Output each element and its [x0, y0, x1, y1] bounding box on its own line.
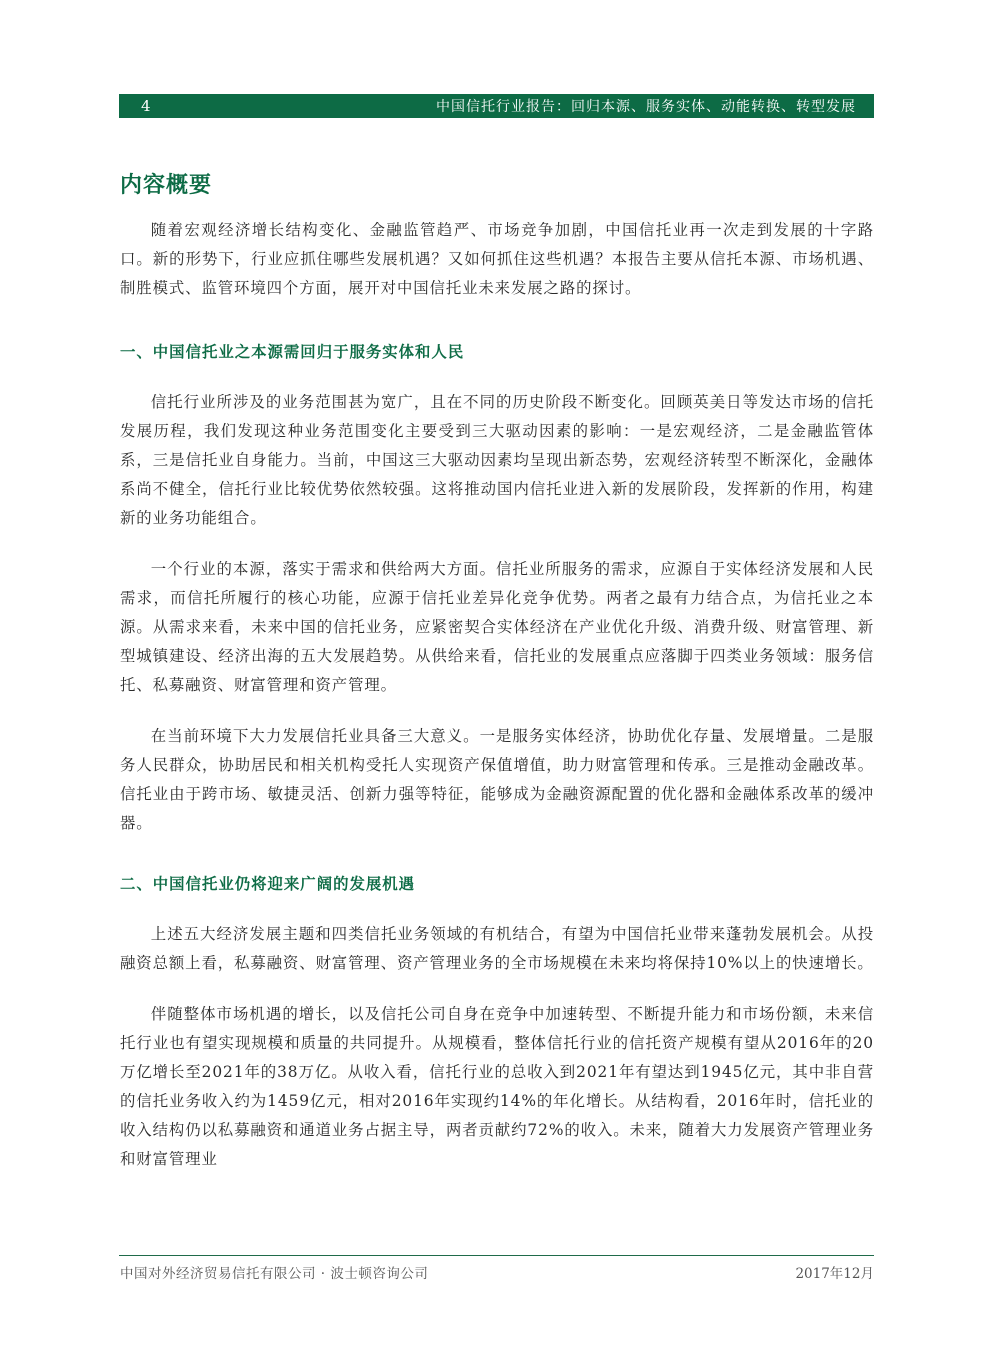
- page-number: 4: [141, 97, 151, 115]
- section-2-paragraph-1: 上述五大经济发展主题和四类信托业务领域的有机结合，有望为中国信托业带来蓬勃发展机会。从投融资总额上看，私募融资、财富管理、资产管理业务的全市场规模在未来均将保持10%以上的快速增长。: [120, 925, 874, 972]
- footer-date: 2017年12月: [795, 1266, 874, 1282]
- section-1-paragraph-1: 信托行业所涉及的业务范围甚为宽广，且在不同的历史阶段不断变化。回顾英美日等发达市场的信托发展历程，我们发现这种业务范围变化主要受到三大驱动因素的影响：一是宏观经济，二是金融监管体系，三是信托业自身能力。当前，中国这三大驱动因素均呈现出新态势，宏观经济转型不断深化，金融体系尚不健全，信托行业比较优势依然较强。这将推动国内信托业进入新的发展阶段，发挥新的作用，构建新的业务功能组合。: [120, 393, 874, 527]
- section-1-paragraph-3: 在当前环境下大力发展信托业具备三大意义。一是服务实体经济，协助优化存量、发展增量。二是服务人民群众，协助居民和相关机构受托人实现资产保值增值，助力财富管理和传承。三是推动金融改革。信托业由于跨市场、敏捷灵活、创新力强等特征，能够成为金融资源配置的优化器和金融体系改革的缓冲器。: [120, 727, 874, 832]
- section-1-paragraph-2: 一个行业的本源，落实于需求和供给两大方面。信托业所服务的需求，应源自于实体经济发展和人民需求，而信托所履行的核心功能，应源于信托业差异化竞争优势。两者之最有力结合点，为信托业之本源。从需求来看，未来中国的信托业务，应紧密契合实体经济在产业优化升级、消费升级、财富管理、新型城镇建设、经济出海的五大发展趋势。从供给来看，信托业的发展重点应落脚于四类业务领域：服务信托、私募融资、财富管理和资产管理。: [120, 560, 874, 694]
- header-bar: [119, 94, 874, 118]
- page-title: 内容概要: [120, 172, 213, 198]
- section-2-paragraph-2: 伴随整体市场机遇的增长，以及信托公司自身在竞争中加速转型、不断提升能力和市场份额，未来信托行业也有望实现规模和质量的共同提升。从规模看，整体信托行业的信托资产规模有望从2016年的20万亿增长至2021年的38万亿。从收入看，信托行业的总收入到2021年有望达到1945亿元，其中非自营的信托业务收入约为1459亿元，相对2016年实现约14%的年化增长。从结构看，2016年时，信托业的收入结构仍以私募融资和通道业务占据主导，两者贡献约72%的收入。未来，随着大力发展资产管理业务和财富管理业: [120, 1005, 874, 1168]
- footer-company: 中国对外经济贸易信托有限公司 · 波士顿咨询公司: [120, 1266, 429, 1282]
- document-body: [120, 216, 874, 1174]
- section-1-heading: 一、中国信托业之本源需回归于服务实体和人民: [120, 343, 465, 361]
- section-2-heading: 二、中国信托业仍将迎来广阔的发展机遇: [120, 875, 416, 893]
- report-title: 中国信托行业报告：回归本源、服务实体、动能转换、转型发展: [436, 99, 856, 115]
- footer-divider: [119, 1255, 874, 1256]
- intro-paragraph: 随着宏观经济增长结构变化、金融监管趋严、市场竞争加剧，中国信托业再一次走到发展的十字路口。新的形势下，行业应抓住哪些发展机遇？又如何抓住这些机遇？本报告主要从信托本源、市场机遇、制胜模式、监管环境四个方面，展开对中国信托业未来发展之路的探讨。: [120, 221, 874, 297]
